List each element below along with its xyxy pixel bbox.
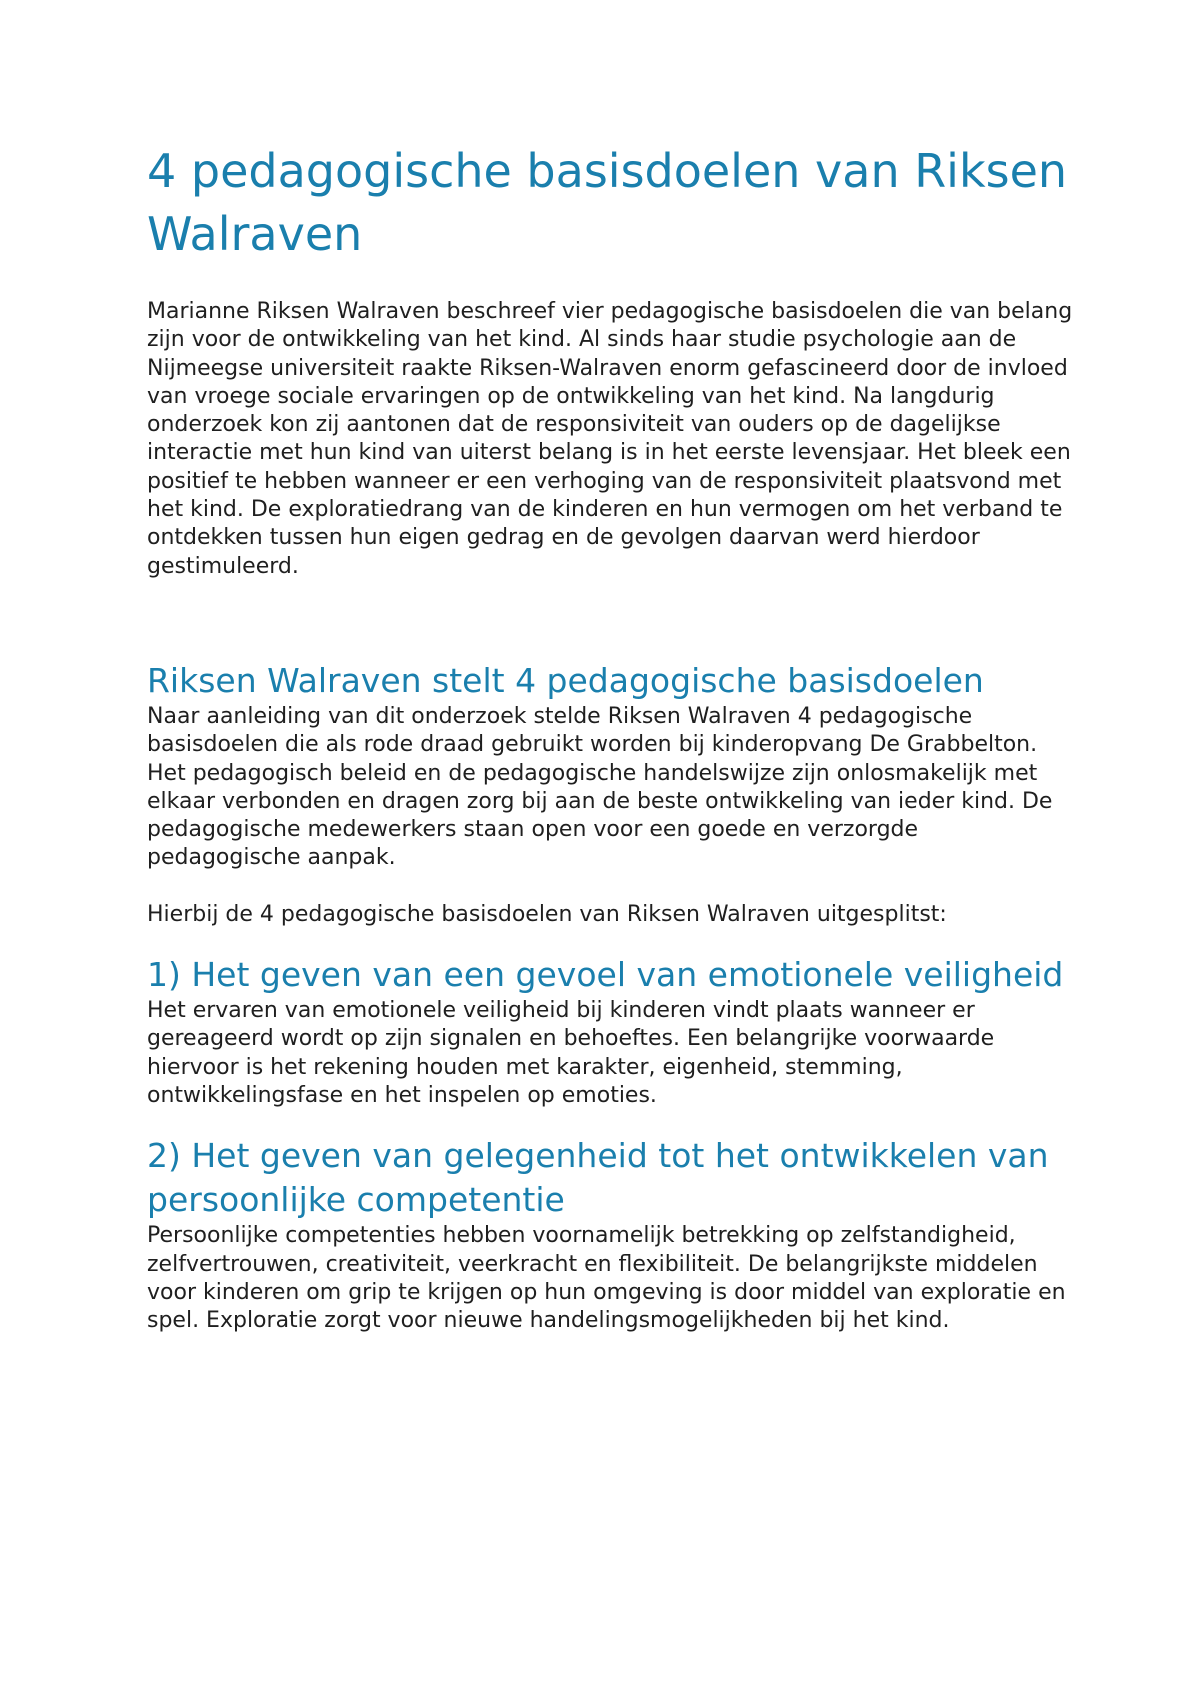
section-heading: Riksen Walraven stelt 4 pedagogische basisdoelen <box>147 660 984 700</box>
section-heading: 2) Het geven van gelegenheid tot het ontwikkelen van persoonlijke competentie <box>147 1136 1049 1220</box>
section-paragraph: Persoonlijke competenties hebben voornamelijk betrekking op zelfstandigheid, zelfvertrouwen, creativiteit, veerkracht en flexibiliteit. De belangrijkste middelen voor kinderen om grip te krijgen op hun omgeving is door middel van exploratie en spel. Exploratie zorgt voor nieuwe handelingsmogelijkheden bij het kind. <box>147 1223 1066 1334</box>
section-basisdoelen <box>147 659 1077 929</box>
document-page <box>147 140 1077 1335</box>
section-heading: 1) Het geven van een gevoel van emotionele veiligheid <box>147 955 1064 995</box>
section-paragraph: Hierbij de 4 pedagogische basisdoelen van Riksen Walraven uitgesplitst: <box>147 901 947 927</box>
section-emotionele-veiligheid <box>147 953 1077 1110</box>
page-title: 4 pedagogische basisdoelen van Riksen Walraven <box>147 144 1068 261</box>
section-paragraph: Het ervaren van emotionele veiligheid bij kinderen vindt plaats wanneer er gereageerd wordt op zijn signalen en behoeftes. Een belangrijke voorwaarde hiervoor is het rekening houden met karakter, eigenheid, stemming, ontwikkelingsfase en het inspelen op emoties. <box>147 998 995 1108</box>
section-persoonlijke-competentie <box>147 1134 1077 1335</box>
intro-paragraph: Marianne Riksen Walraven beschreef vier pedagogische basisdoelen die van belang zijn voor de ontwikkeling van het kind. Al sinds haar studie psychologie aan de Nijmeegse universiteit raakte Riksen-Walraven enorm gefascineerd door de invloed van vroege sociale ervaringen op de ontwikkeling van het kind. Na langdurig onderzoek kon zij aantonen dat de responsiviteit van ouders op de dagelijkse interactie met hun kind van uiterst belang is in het eerste levensjaar. Het bleek een positief te hebben wanneer er een verhoging van de responsiviteit plaatsvond met het kind. De exploratiedrang van de kinderen en hun vermogen om het verband te ontdekken tussen hun eigen gedrag en de gevolgen daarvan werd hierdoor gestimuleerd. <box>147 299 1073 579</box>
section-paragraph: Naar aanleiding van dit onderzoek stelde Riksen Walraven 4 pedagogische basisdoelen die als rode draad gebruikt worden bij kinderopvang De Grabbelton. Het pedagogisch beleid en de pedagogische handelswijze zijn onlosmakelijk met elkaar verbonden en dragen zorg bij aan de beste ontwikkeling van ieder kind. De pedagogische medewerkers staan open voor een goede en verzorgde pedagogische aanpak. <box>147 703 1053 871</box>
